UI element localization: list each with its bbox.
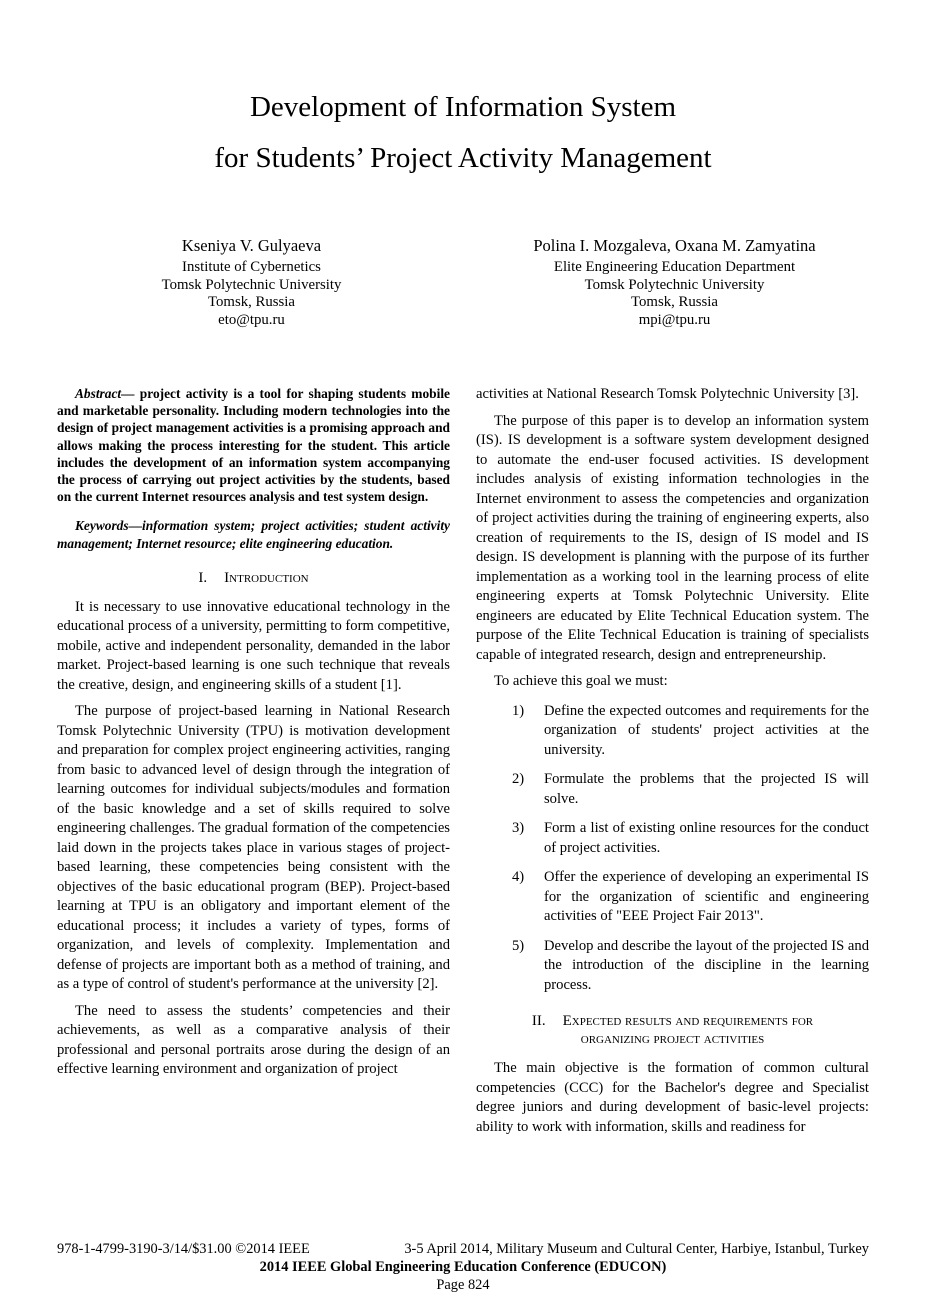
- section-1-heading: [57, 569, 450, 587]
- list-number: 1): [512, 702, 525, 719]
- keywords-text: information system; project activities; student activity management; Internet resource; elite engineering education.: [57, 518, 450, 551]
- author-affiliation-line: Tomsk, Russia: [208, 294, 295, 310]
- abstract-label: Abstract—: [75, 386, 135, 401]
- section-number: II.: [531, 1013, 546, 1029]
- author-block-right: [463, 236, 886, 329]
- list-number: 3): [512, 820, 525, 836]
- goal-list-item-4: [476, 868, 869, 927]
- paper-title: [60, 82, 866, 184]
- author-name: Polina I. Mozgaleva, Oxana M. Zamyatina: [533, 236, 816, 255]
- intro-paragraph-3: The need to assess the students’ competencies and their achievements, as well as a comparative analysis of their professional and personal portraits arose during the design of an effective learning environment and organization of project: [57, 1002, 450, 1078]
- list-text: Formulate the problems that the projected IS will solve.: [544, 771, 869, 807]
- section-number: I.: [198, 569, 208, 586]
- section-2-heading: [499, 1012, 847, 1048]
- goal-intro-paragraph: To achieve this goal we must:: [494, 673, 668, 689]
- goal-list-item-2: [476, 770, 869, 809]
- list-text: Develop and describe the layout of the projected IS and the introduction of the discipline in the learning process.: [544, 937, 869, 993]
- author-email: eto@tpu.ru: [218, 311, 285, 328]
- authors-section: [40, 236, 886, 329]
- copyright-notice: 978-1-4799-3190-3/14/$31.00 ©2014 IEEE: [57, 1241, 310, 1257]
- list-text: Offer the experience of developing an experimental IS for the organization of scientific and engineering activities of "EEE Project Fair 2013".: [544, 869, 869, 924]
- goal-list-item-1: [476, 702, 869, 761]
- author-name: Kseniya V. Gulyaeva: [181, 236, 322, 255]
- abstract-text: project activity is a tool for shaping students mobile and marketable personality. Including modern technologies into the design of project management activities is a promising approach and allows making the process interesting for the student. This article includes the development of an information system accompanying the process of carrying out project activities by the students, based on the current Internet resources analysis and test system design.: [57, 386, 450, 505]
- goal-list: [476, 702, 869, 996]
- conference-name: 2014 IEEE Global Engineering Education Conference (EDUCON): [259, 1259, 667, 1275]
- goal-list-item-3: [476, 819, 869, 858]
- right-column: [476, 385, 869, 1137]
- list-number: 4): [512, 869, 525, 885]
- list-text: Form a list of existing online resources for the conduct of project activities.: [544, 820, 869, 856]
- footer-top-line: [57, 1240, 869, 1258]
- main-objective-paragraph: The main objective is the formation of common cultural competencies (CCC) for the Bachelor's degree and Specialist degree juniors and during development of basic-level projects: ability to work with information, skills and readiness for: [476, 1060, 869, 1135]
- title-line-2: for Students’ Project Activity Management: [214, 142, 712, 174]
- intro-paragraph-2: The purpose of project-based learning in National Research Tomsk Polytechnic University (TPU) is motivation development and preparation for complex project engineering activities, ranging from basic to advanced level of design through the integration of learning outcomes for individual subjects/modules and formation of the basic knowledge and a set of skills required to solve engineering challenges. The gradual formation of the competencies laid down in the projects takes place in various stages of project-based learning, these competencies being consistent with the objectives of the basic educational program (BEP). Project-based learning at TPU is an obligatory and important element of the educational process; it includes a variety of types, forms of organization, and levels of complexity. Implementation and defense of projects are important both as a method of training, and as a type of control of student's performance at the university [2].: [57, 703, 450, 993]
- purpose-paragraph: The purpose of this paper is to develop an information system (IS). IS development is a software system development designed to automate the end-user focused activities. IS development includes analysis of existing information technologies in the Internet environment to assess the competencies and organization of project activities during the training of engineering experts, also creation of requirements to the IS, design of IS model and IS design. IS development is planning with the purpose of its further implementation as a working tool in the learning process of elite engineering experts at Tomsk Polytechnic University. Elite engineers are educated by Elite Technical Education system. The purpose of the Elite Technical Education is training of specialists capable of integrated research, design and entrepreneurship.: [476, 412, 869, 663]
- goal-list-item-5: [476, 937, 869, 996]
- conference-location: 3-5 April 2014, Military Museum and Cultural Center, Harbiye, Istanbul, Turkey: [404, 1241, 869, 1257]
- author-block-left: [40, 236, 463, 329]
- author-affiliation-line: Elite Engineering Education Department: [553, 259, 796, 275]
- keywords-label: Keywords—: [75, 518, 142, 534]
- left-column: [57, 385, 450, 1137]
- page-number: Page 824: [436, 1277, 490, 1293]
- list-text: Define the expected outcomes and requirements for the organization of students' project activities at the university.: [544, 702, 869, 758]
- list-number: 2): [512, 771, 525, 787]
- page-footer: [57, 1240, 869, 1294]
- author-email: mpi@tpu.ru: [638, 311, 711, 328]
- section-title: Expected results and requirements for organizing project activities: [562, 1013, 814, 1047]
- abstract-paragraph: [57, 385, 450, 505]
- author-affiliation-line: Tomsk Polytechnic University: [161, 276, 342, 293]
- title-line-1: Development of Information System: [249, 91, 677, 123]
- section-title: Introduction: [224, 569, 309, 586]
- author-affiliation-line: Institute of Cybernetics: [182, 259, 321, 275]
- author-affiliation-line: Tomsk, Russia: [631, 294, 718, 310]
- intro-paragraph-1: It is necessary to use innovative educational technology in the educational process of a university, permitting to form competitive, mobile, active and independent personality, demanded in the labor market. Project-based learning is one such technique that reveals the creative, design, and engineering skills of a student [1].: [57, 598, 450, 693]
- continuation-paragraph: activities at National Research Tomsk Polytechnic University [3].: [476, 386, 859, 402]
- list-number: 5): [512, 937, 525, 954]
- paper-body: [57, 385, 869, 1137]
- keywords-paragraph: [57, 517, 450, 551]
- author-affiliation-line: Tomsk Polytechnic University: [584, 276, 765, 293]
